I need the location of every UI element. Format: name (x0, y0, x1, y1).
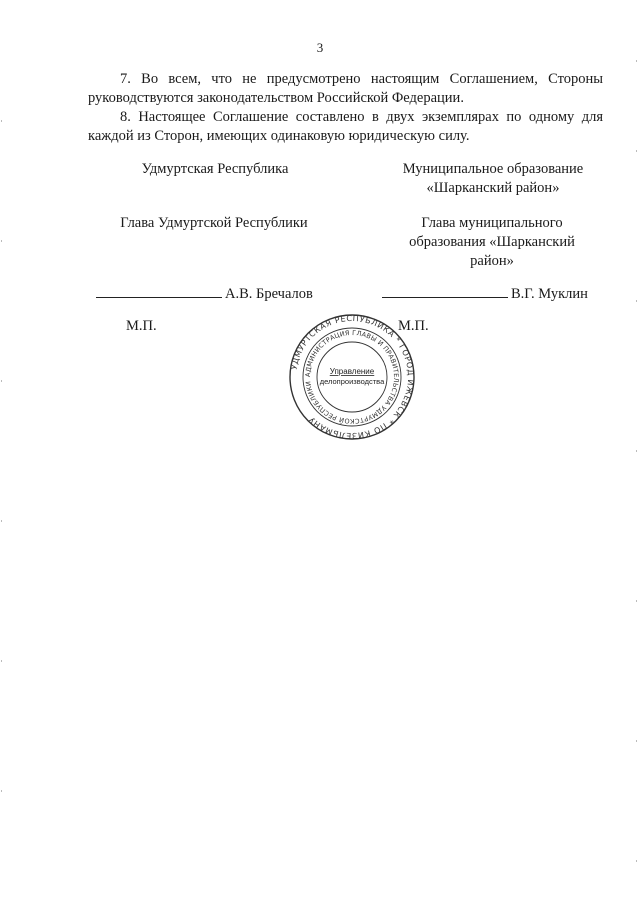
seal-center-line2: делопроизводства (319, 377, 385, 386)
signer-name-right: В.Г. Муклин (511, 286, 588, 302)
stamp-mark-left: М.П. (126, 318, 157, 334)
seal-outer-text: УДМУРТСКАЯ РЕСПУБЛИКА * ГОРОД ИЖЕВСК * ПО КИЗЕЛЬМАНУ (289, 313, 416, 441)
stamp-mark-right: М.П. (398, 318, 429, 334)
party-left: Удмуртская Республика (141, 161, 289, 177)
party-right (378, 160, 608, 198)
party-right-line2: «Шарканский район» (426, 180, 560, 196)
signer-name-left: А.В. Бречалов (225, 286, 313, 302)
paragraph-8: 8. Настоящее Соглашение составлено в двух экземплярах по одному для каждой из Сторон, имеющих одинаковую юридическую силу. (88, 109, 603, 144)
paragraph-7: 7. Во всем, что не предусмотрено настоящим Соглашением, Стороны руководствуются законодательством Российской Федерации. (88, 71, 603, 106)
page-number: 3 (316, 40, 324, 55)
signature-left (96, 284, 313, 303)
signature-right (382, 284, 588, 303)
signature-line-right (382, 284, 508, 298)
position-right-line2: образования «Шарканский (409, 234, 575, 250)
position-right-line3: район» (470, 253, 514, 269)
position-left: Глава Удмуртской Республики (120, 215, 308, 231)
scan-edge-right (635, 0, 637, 905)
signature-line-left (96, 284, 222, 298)
scan-edge-left (1, 0, 3, 905)
seal-center-line1: Управление (329, 367, 375, 376)
party-right-line1: Муниципальное образование (402, 161, 584, 177)
position-right (382, 214, 602, 271)
seal-inner-text: АДМИНИСТРАЦИЯ ГЛАВЫ И ПРАВИТЕЛЬСТВА УДМУРТСКОЙ РЕСПУБЛИКИ (303, 328, 401, 426)
position-right-line1: Глава муниципального (421, 215, 563, 231)
official-seal (288, 313, 416, 441)
